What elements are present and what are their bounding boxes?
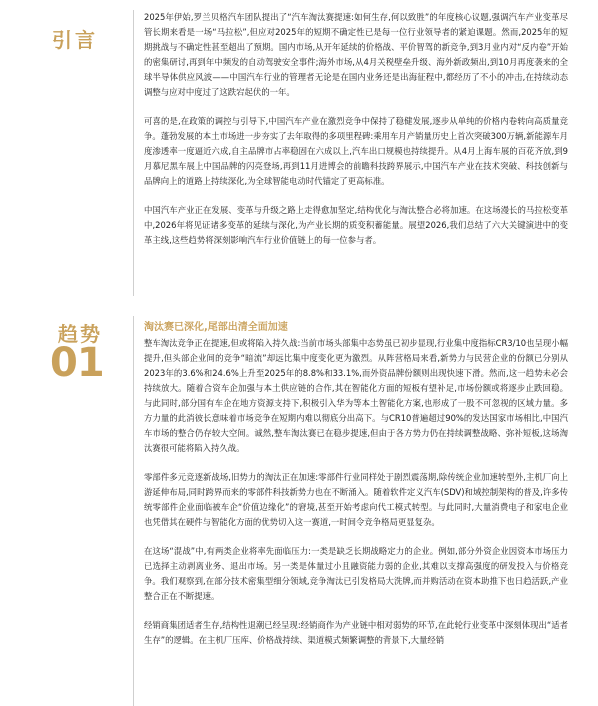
- trend-paragraph-1: 整车淘汰竞争正在提速,但或将陷入持久战:当前市场头部集中态势虽已初步显现,行业集中度指标CR3/10也呈现小幅提升,但头部企业间的竞争“暗流”却远比集中度变化更为激烈。从阵营格局来看,新势力与民营企业的份额已分别从2023年的3.6%和24.6%上升至2025年的8.8%和33.1%,而外资品牌份额则出现快速下滑。然而,这一趋势未必会持续放大。随着合资车企加强与本土供应链的合作,其在智能化方面的短板有望补足,市场份额或将逐步止跌回稳。与此同时,部分国有车企在地方资源支持下,积极引入华为等本土智能化方案,也形成了一股不可忽视的区域力量。多方力量的此消彼长意味着市场竞争在短期内难以彻底分出高下。与CR10普遍超过90%的发达国家市场相比,中国汽车市场的整合仍存较大空间。诚然,整车淘汰赛已在稳步提速,但由于各方势力仍在持续调整战略、弥补短板,这场淘汰赛很可能将陷入持久战。: [144, 338, 568, 453]
- intro-section: [144, 10, 568, 248]
- intro-paragraph-2: 可喜的是,在政策的调控与引导下,中国汽车产业在激烈竞争中保持了稳健发展,逐步从单纯的价格内卷转向高质量竞争。蓬勃发展的本土市场进一步夯实了去年取得的多项里程碑:乘用车月产销量历史上首次突破300万辆,新能源车月度渗透率一度逼近六成,自主品牌市占率稳固在六成以上,汽车出口规模也持续提升。从4月上海车展的百花齐放,到9月慕尼黑车展上中国品牌的闪亮登场,再到11月进博会的前瞻科技跨界展示,中国汽车产业在技术突破、科技创新与品牌向上的道路上持续深化,为全球智能电动时代锚定了更高标准。: [144, 116, 568, 186]
- trend-title: 淘汰赛已深化,尾部出清全面加速: [144, 322, 288, 333]
- trend-paragraph-3: 在这场“混战”中,有两类企业将率先面临压力:一类是缺乏长期战略定力的企业。例如,部分外资企业因资本市场压力已选择主动剥离业务、退出市场。另一类是体量过小且融资能力弱的企业,其难以支撑高强度的研发投入与价格竞争。我们观察到,在部分技术密集型细分领域,竞争淘汰已引发格局大洗牌,而并购活动在资本助推下也日趋活跃,产业整合正在不断提速。: [144, 546, 568, 601]
- trend-divider: [133, 316, 134, 706]
- intro-paragraph-1: 2025年伊始,罗兰贝格汽车团队提出了“汽车淘汰赛提速:如何生存,何以致胜”的年度核心议题,强调汽车产业变革尽管长期来看是一场“马拉松”,但应对2025年的短期不确定性已是每一位行业领导者的紧迫课题。然而,2025年的短期挑战与不确定性甚至超出了预期。国内市场,从开年延续的价格战、平价智驾的新竞争,到3月业内对“反内卷”开始的密集研讨,再到年中频发的自动驾驶安全事件;海外市场,从4月关税壁垒升级、海外新政频出,到10月再度袭来的全球半导体供应风波——中国汽车行业的管理者无论是在国内业务还是出海征程中,都经历了不小的冲击,在持续动态调整与应对中度过了这跌宕起伏的一年。: [144, 12, 568, 97]
- intro-divider: [133, 10, 134, 296]
- trend-paragraph-4: 经销商集团适者生存,结构性退潮已经呈现:经销商作为产业链中相对弱势的环节,在此轮行业变革中深刻体现出“适者生存”的逻辑。在主机厂压库、价格战持续、渠道模式频繁调整的背景下,大量经销: [144, 620, 568, 645]
- trend-section: [144, 336, 568, 648]
- intro-paragraph-3: 中国汽车产业正在发展、变革与升级之路上走得愈加坚定,结构优化与淘汰整合必将加速。在这场漫长的马拉松变革中,2026年将见证诸多变革的延续与深化,为产业长期的质变积蓄能量。展望2026,我们总结了六大关键演进中的变革主线,这些趋势将深刻影响汽车行业价值链上的每一位参与者。: [144, 205, 568, 245]
- intro-label: 引言: [52, 28, 98, 52]
- trend-label: 趋势: [58, 322, 102, 346]
- trend-paragraph-2: 零部件多元竞逐新战场,旧势力的淘汰正在加速:零部件行业同样处于剧烈震荡期,除传统企业加速转型外,主机厂向上游延伸布局,同时跨界而来的零部件科技新势力也在不断涌入。随着软件定义汽车(SDV)和域控制架构的普及,许多传统零部件企业面临被车企“价值边缘化”的窘境,甚至开始考虑向代工模式转型。与此同时,大量消费电子和家电企业也凭借其在硬件与智能化方面的优势切入这一赛道,一时间令竞争格局更显复杂。: [144, 472, 568, 527]
- trend-number: 01: [50, 340, 104, 386]
